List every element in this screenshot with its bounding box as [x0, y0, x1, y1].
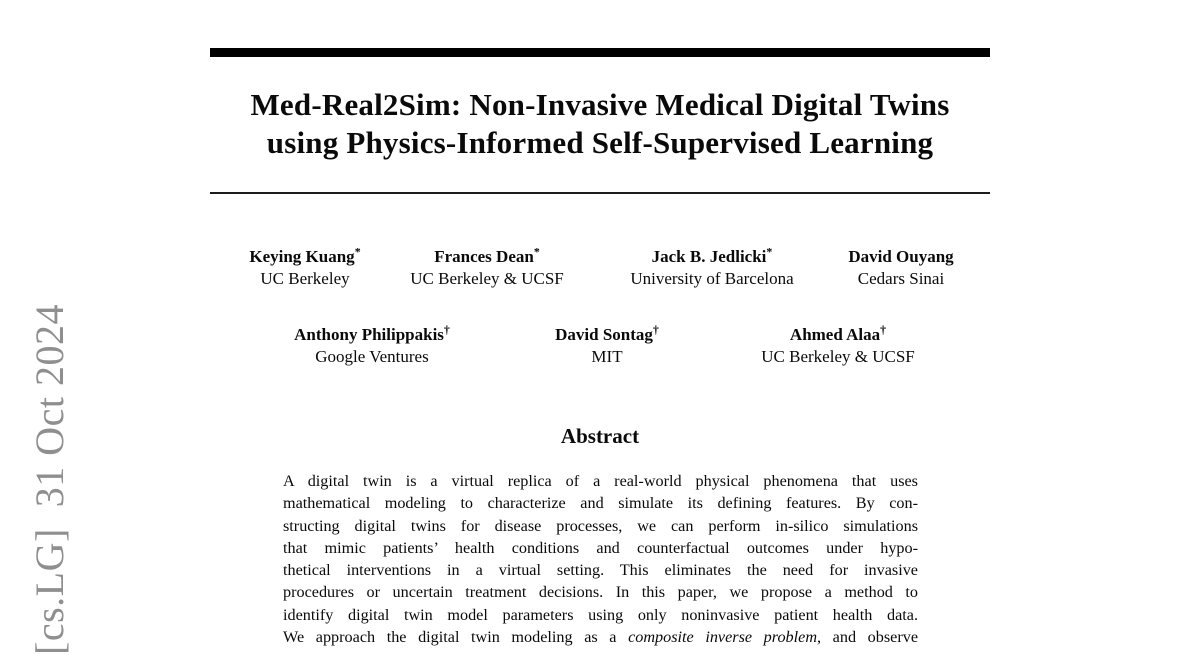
author-name-text: Ahmed Alaa — [789, 325, 881, 344]
author-affiliation: Cedars Sinai — [857, 269, 945, 288]
author-affiliation: UC Berkeley — [260, 269, 350, 288]
arxiv-watermark: [cs.LG] 31 Oct 2024 — [27, 303, 72, 655]
abstract-heading: Abstract — [560, 424, 640, 448]
author-affiliation: University of Barcelona — [630, 269, 794, 288]
author-block — [848, 246, 953, 290]
author-marker: * — [354, 244, 361, 259]
author-block — [249, 246, 360, 290]
author-name — [555, 324, 659, 346]
author-marker: † — [443, 322, 450, 337]
top-rule — [210, 48, 990, 57]
abstract-line: that mimic patients’ health conditions and counterfactual outcomes under hypo- — [283, 538, 918, 557]
author-affiliation: UC Berkeley & UCSF — [410, 269, 564, 288]
author-name-text: Anthony Philippakis — [294, 325, 444, 344]
abstract-line: procedures or uncertain treatment decisions. In this paper, we propose a method to — [283, 583, 918, 602]
author-block — [555, 324, 659, 368]
author-block — [294, 324, 450, 368]
abstract-line: structing digital twins for disease processes, we can perform in-silico simulations — [283, 516, 918, 535]
abstract-body — [283, 470, 918, 648]
abstract-line-post: , and observe — [817, 628, 918, 647]
author-marker: * — [533, 244, 540, 259]
paper-title-line1: Med-Real2Sim: Non-Invasive Medical Digital Twins — [250, 87, 950, 122]
author-name-text: Frances Dean — [434, 247, 534, 266]
author-affiliation: Google Ventures — [315, 347, 429, 366]
author-name — [249, 246, 360, 268]
paper-title-line2: using Physics-Informed Self-Supervised Learning — [266, 125, 934, 160]
paper-title — [0, 86, 1200, 162]
author-name — [294, 324, 450, 346]
author-block — [410, 246, 563, 290]
abstract-line-pre: We approach the digital twin modeling as a — [283, 628, 617, 647]
author-name-text: Keying Kuang — [249, 247, 355, 266]
author-affiliation: MIT — [591, 347, 623, 366]
author-block — [630, 246, 793, 290]
author-name-text: Jack B. Jedlicki — [651, 247, 767, 266]
author-marker: * — [766, 244, 773, 259]
author-affiliation: UC Berkeley & UCSF — [761, 347, 915, 366]
abstract-line: thetical interventions in a virtual setting. This eliminates the need for invasive — [283, 561, 918, 580]
author-name-text: David Ouyang — [848, 247, 954, 266]
abstract-line: A digital twin is a virtual replica of a real-world physical phenomena that uses — [283, 472, 918, 490]
title-rule — [210, 192, 990, 194]
author-marker: † — [652, 322, 659, 337]
author-block — [761, 324, 914, 368]
author-marker: † — [880, 322, 887, 337]
abstract-line-last — [283, 626, 918, 648]
abstract-line: mathematical modeling to characterize and simulate its defining features. By con- — [283, 494, 918, 513]
author-name-text: David Sontag — [555, 325, 653, 344]
author-name — [761, 324, 914, 346]
author-name — [848, 246, 953, 268]
abstract-line: identify digital twin model parameters using only noninvasive patient health data. — [283, 605, 918, 624]
author-name — [630, 246, 793, 268]
author-name — [410, 246, 563, 268]
abstract-line-italic: composite inverse problem — [628, 628, 818, 647]
